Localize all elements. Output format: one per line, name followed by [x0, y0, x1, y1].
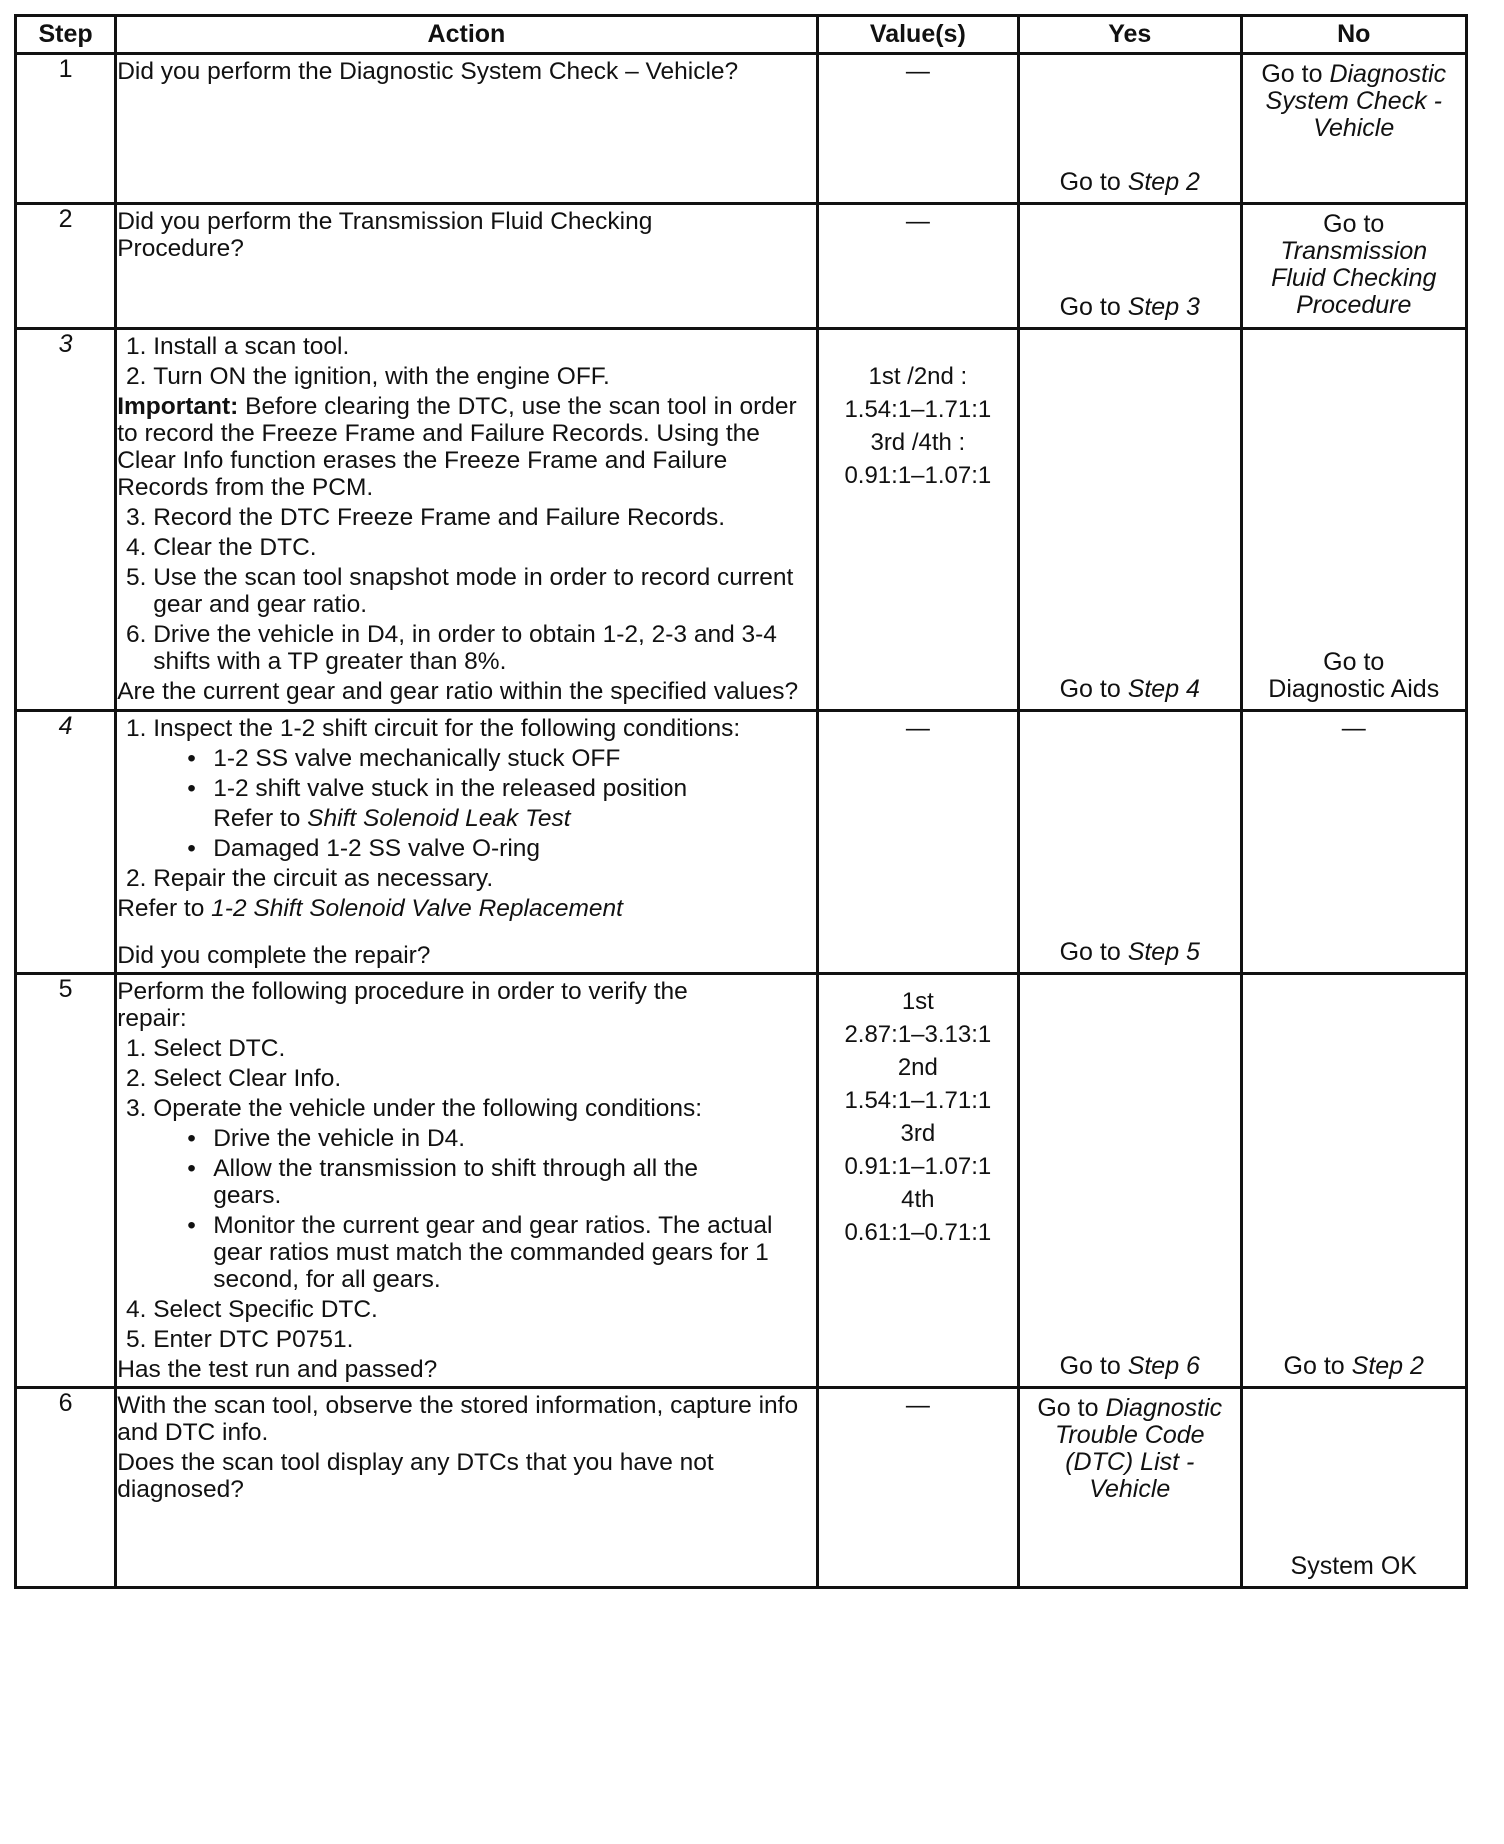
yes-cell [1019, 54, 1241, 204]
no-cell: — [1241, 711, 1467, 974]
yes-goto-link[interactable]: Go to Step 3 [1059, 293, 1200, 321]
yes-cell [1019, 204, 1241, 329]
value-line: 1st [901, 988, 934, 1015]
header-action: Action [116, 16, 817, 54]
yes-goto-link[interactable]: Go to Step 4 [1059, 675, 1200, 703]
no-cell [1241, 1388, 1467, 1588]
value-cell: — [817, 711, 1018, 974]
bullet-item: • 1-2 SS valve mechanically stuck OFF [187, 745, 621, 772]
step-number: 5 [16, 974, 116, 1388]
no-goto-link[interactable]: Go to Step 2 [1283, 1352, 1424, 1380]
value-cell: — [817, 54, 1018, 204]
step-number: 2 [16, 204, 116, 329]
value-cell: — [817, 1388, 1018, 1588]
action-question: Are the current gear and gear ratio within the specified values? [117, 678, 799, 705]
no-cell [1241, 974, 1467, 1388]
list-item: 1. Install a scan tool. [125, 333, 350, 360]
header-values: Value(s) [817, 16, 1018, 54]
list-item: 3. Operate the vehicle under the following conditions: [125, 1095, 703, 1122]
no-goto-link[interactable]: Go to Transmission Fluid Checking Procedure [1271, 210, 1437, 319]
list-item: 5. Use the scan tool snapshot mode in order to record current gear and gear ratio. [125, 564, 794, 618]
table-row [16, 204, 1467, 329]
value-line: 0.61:1–0.71:1 [844, 1219, 992, 1246]
list-item: 2. Turn ON the ignition, with the engine OFF. [125, 363, 610, 390]
bullet-item: • Drive the vehicle in D4. [187, 1125, 466, 1152]
reference-link[interactable]: Refer to 1-2 Shift Solenoid Valve Replacement [117, 895, 623, 922]
action-cell [116, 711, 817, 974]
action-question: Does the scan tool display any DTCs that you have not diagnosed? [117, 1449, 714, 1503]
value-line: 0.91:1–1.07:1 [844, 462, 992, 489]
yes-goto-link[interactable]: Go to Step 2 [1059, 168, 1200, 196]
table-row [16, 1388, 1467, 1588]
list-item: 1. Inspect the 1-2 shift circuit for the following conditions: [125, 715, 741, 742]
action-cell [116, 204, 817, 329]
no-cell [1241, 329, 1467, 711]
action-cell [116, 1388, 817, 1588]
bullet-item: • 1-2 shift valve stuck in the released position [187, 775, 688, 802]
step-number: 6 [16, 1388, 116, 1588]
action-text: With the scan tool, observe the stored information, capture info and DTC info. [117, 1392, 799, 1446]
value-cell: — [817, 204, 1018, 329]
value-line: 3rd /4th : [870, 429, 966, 456]
no-cell [1241, 204, 1467, 329]
value-line: 1.54:1–1.71:1 [844, 1087, 992, 1114]
list-item: 5. Enter DTC P0751. [125, 1326, 354, 1353]
value-line: 2nd [897, 1054, 938, 1081]
table-row [16, 711, 1467, 974]
table-row [16, 329, 1467, 711]
action-text: Did you perform the Diagnostic System Check – Vehicle? [117, 58, 739, 85]
no-cell [1241, 54, 1467, 204]
action-text: Did you perform the Transmission Fluid Checking Procedure? [117, 208, 653, 262]
bullet-item: • Allow the transmission to shift through all the gears. [187, 1155, 698, 1209]
bullet-item: • Monitor the current gear and gear ratios. The actual gear ratios must match the commanded gears for 1 second, for all gears. [187, 1212, 773, 1293]
value-line: 3rd [900, 1120, 936, 1147]
yes-goto-link[interactable]: Go to Step 5 [1059, 938, 1200, 966]
important-note: Important: Before clearing the DTC, use the scan tool in order to record the Freeze Frame and Failure Records. Using the Clear Info function erases the Freeze Frame and Failure Records from the PCM. [117, 393, 797, 501]
bullet-item: • Damaged 1-2 SS valve O-ring [187, 835, 541, 862]
list-item: 2. Repair the circuit as necessary. [125, 865, 494, 892]
value-line: 1st /2nd : [868, 363, 968, 390]
yes-cell [1019, 329, 1241, 711]
value-cell [817, 329, 1018, 711]
yes-goto-link[interactable]: Go to Diagnostic Trouble Code (DTC) List - Vehicle [1037, 1394, 1223, 1503]
value-line: 2.87:1–3.13:1 [844, 1021, 992, 1048]
value-line: 1.54:1–1.71:1 [844, 396, 992, 423]
list-item: 1. Select DTC. [125, 1035, 286, 1062]
list-item: 2. Select Clear Info. [125, 1065, 342, 1092]
header-no: No [1241, 16, 1467, 54]
value-line: 4th [901, 1186, 935, 1213]
yes-cell [1019, 974, 1241, 1388]
action-intro: Perform the following procedure in order to verify the repair: [117, 978, 688, 1032]
header-step: Step [16, 16, 116, 54]
diagnostic-table [14, 14, 1468, 1589]
reference-link[interactable]: Refer to Shift Solenoid Leak Test [213, 805, 571, 832]
action-question: Has the test run and passed? [117, 1356, 438, 1383]
list-item: 4. Clear the DTC. [125, 534, 317, 561]
yes-cell [1019, 1388, 1241, 1588]
value-line: 0.91:1–1.07:1 [844, 1153, 992, 1180]
action-cell [116, 329, 817, 711]
table-row [16, 54, 1467, 204]
no-goto-link[interactable]: Go to Diagnostic Aids [1268, 648, 1440, 703]
step-number: 4 [16, 711, 116, 974]
list-item: 3. Record the DTC Freeze Frame and Failure Records. [125, 504, 726, 531]
action-question: Did you complete the repair? [117, 942, 431, 969]
header-yes: Yes [1019, 16, 1241, 54]
table-row [16, 974, 1467, 1388]
no-result-text: System OK [1290, 1552, 1417, 1580]
header-row [16, 16, 1467, 54]
action-cell [116, 974, 817, 1388]
yes-cell [1019, 711, 1241, 974]
action-cell [116, 54, 817, 204]
list-item: 4. Select Specific DTC. [125, 1296, 378, 1323]
step-number: 1 [16, 54, 116, 204]
step-number: 3 [16, 329, 116, 711]
no-goto-link[interactable]: Go to Diagnostic System Check - Vehicle [1261, 60, 1447, 142]
yes-goto-link[interactable]: Go to Step 6 [1059, 1352, 1200, 1380]
value-cell [817, 974, 1018, 1388]
list-item: 6. Drive the vehicle in D4, in order to obtain 1-2, 2-3 and 3-4 shifts with a TP greater than 8%. [125, 621, 777, 675]
